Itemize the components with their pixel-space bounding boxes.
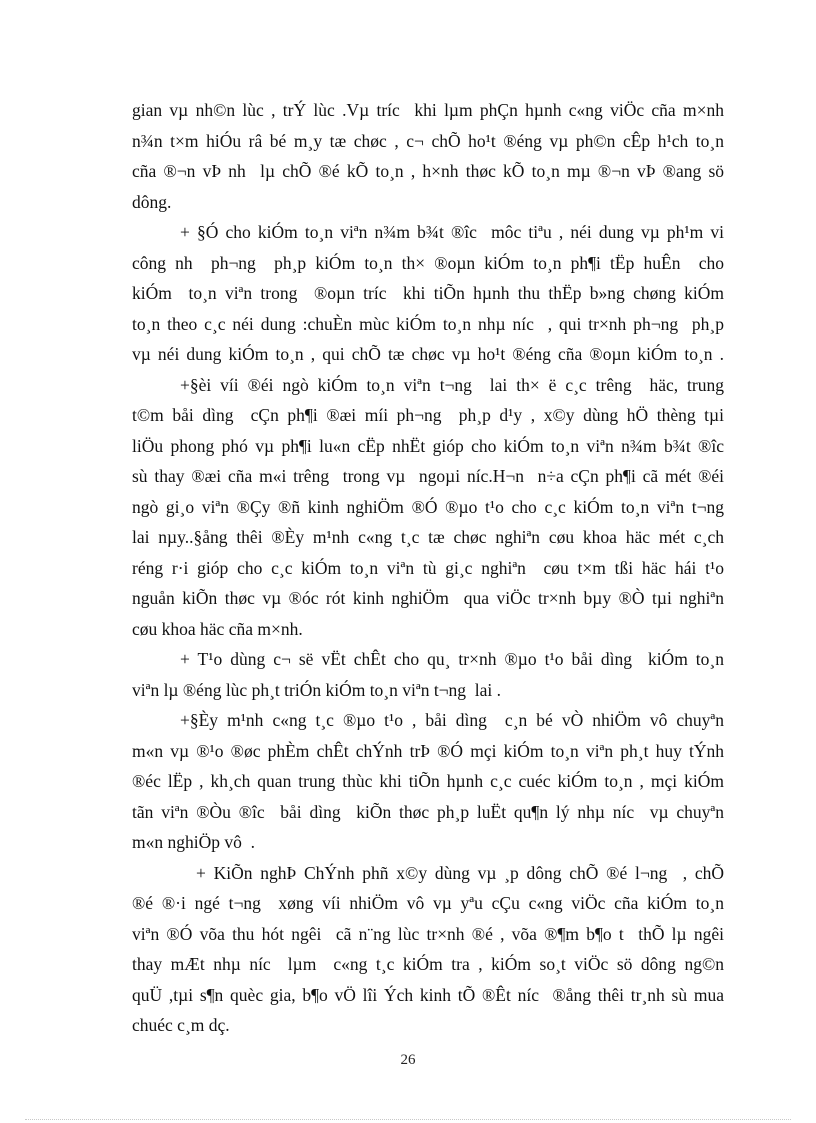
text-line: chuéc c¸m dç. — [132, 1015, 230, 1035]
body-text — [132, 95, 724, 1041]
text-line: cña ®¬n vÞ nh lµ chÕ ®é kÕ to¸n , h×nh thøc kÕ to¸n mµ ®¬n vÞ ®ang sö — [132, 161, 724, 181]
bottom-divider — [25, 1119, 791, 1120]
text-line: ®é ®·i ngé t¬ng xøng víi nhiÖm vô vµ yªu cÇu c«ng viÖc cña kiÓm to¸n — [132, 893, 724, 913]
text-line: + T¹o dùng c¬ së vËt chÊt cho qu¸ tr×nh ®µo t¹o båi dìng kiÓm to¸n — [180, 649, 724, 669]
text-line: réng r·i gióp cho c¸c kiÓm to¸n viªn tù gi¸c nghiªn cøu t×m tßi häc hái t¹o — [132, 557, 724, 578]
text-line: liÖu phong phó vµ ph¶i lu«n cËp nhËt gióp cho kiÓm to¸n viªn n¾m b¾t ®îc — [132, 435, 724, 456]
text-line: m«n vµ ®¹o ®øc phÈm chÊt chÝnh trÞ ®Ó mçi kiÓm to¸n viªn ph¸t huy tÝnh — [132, 740, 724, 761]
text-line: lai nµy..§ång thêi ®Èy m¹nh c«ng t¸c tæ chøc nghiªn cøu khoa häc mét c¸ch — [132, 527, 724, 547]
text-line: vµ néi dung kiÓm to¸n , qui chÕ tæ chøc vµ ho¹t ®éng cña ®oµn kiÓm to¸n . — [132, 344, 724, 364]
text-line: n¾n t×m hiÓu râ bé m¸y tæ chøc , c¬ chÕ ho¹t ®éng vµ ph©n cÊp h¹ch to¸n — [132, 130, 724, 151]
text-line: +§èi víi ®éi ngò kiÓm to¸n viªn t¬ng lai th× ë c¸c trêng häc, trung — [180, 374, 724, 395]
text-line: dông. — [132, 191, 172, 212]
text-line: gian vµ nh©n lùc , trÝ lùc .Vµ tríc khi lµm phÇn hµnh c«ng viÖc cña m×nh — [132, 100, 724, 120]
text-line: + KiÕn nghÞ ChÝnh phñ x©y dùng vµ ¸p dông chÕ ®é l¬ng , chÕ — [196, 862, 724, 883]
text-line: thay mÆt nhµ níc lµm c«ng t¸c kiÓm tra , kiÓm so¸t viÖc sö dông ng©n — [132, 954, 724, 974]
text-line: viªn ®Ó võa thu hót ngêi cã n¨ng lùc tr×nh ®é , võa ®¶m b¶o t thÕ lµ ngêi — [132, 923, 724, 944]
text-line: tãn viªn ®Òu ®îc båi dìng kiÕn thøc ph¸p luËt qu¶n lý nhµ níc vµ chuyªn — [132, 801, 724, 822]
text-line: + §Ó cho kiÓm to¸n viªn n¾m b¾t ®îc môc tiªu , néi dung vµ ph¹m vi — [180, 222, 724, 242]
text-line: ngò gi¸o viªn ®Çy ®ñ kinh nghiÖm ®Ó ®µo t¹o cho c¸c kiÓm to¸n viªn t¬ng — [132, 496, 724, 517]
text-line: sù thay ®æi cña m«i trêng trong vµ ngoµi níc.H¬n n÷a cÇn ph¶i cã mét ®éi — [132, 466, 724, 486]
text-line: nguån kiÕn thøc vµ ®óc rót kinh nghiÖm qua viÖc tr×nh bµy ®Ò tµi nghiªn — [132, 588, 724, 608]
text-line: to¸n theo c¸c néi dung :chuÈn mùc kiÓm to¸n nhµ níc , qui tr×nh ph¬ng ph¸p — [132, 313, 724, 334]
text-line: công nh ph¬ng ph¸p kiÓm to¸n th× ®oµn kiÓm to¸n ph¶i tËp huÊn cho — [132, 252, 724, 273]
text-line: cøu khoa häc cña m×nh. — [132, 618, 303, 639]
text-line: m«n nghiÖp vô . — [132, 832, 255, 852]
text-line: ®éc lËp , kh¸ch quan trung thùc khi tiÕn hµnh c¸c cuéc kiÓm to¸n , mçi kiÓm — [132, 771, 724, 791]
text-line: viªn lµ ®éng lùc ph¸t triÓn kiÓm to¸n viªn t¬ng lai . — [132, 679, 502, 700]
page-number: 26 — [400, 1052, 416, 1068]
text-line: kiÓm to¸n viªn trong ®oµn tríc khi tiÕn hµnh thu thËp b»ng chøng kiÓm — [132, 283, 724, 303]
text-line: +§Èy m¹nh c«ng t¸c ®µo t¹o , båi dìng c¸n bé vÒ nhiÖm vô chuyªn — [180, 710, 724, 730]
text-line: quÜ ,tµi s¶n quèc gia, b¶o vÖ lîi Ých kinh tÕ ®Êt níc ®ång thêi tr¸nh sù mua — [132, 984, 724, 1005]
text-line: t©m båi dìng cÇn ph¶i ®æi míi ph¬ng ph¸p d¹y , x©y dùng hÖ thèng tµi — [132, 405, 724, 425]
